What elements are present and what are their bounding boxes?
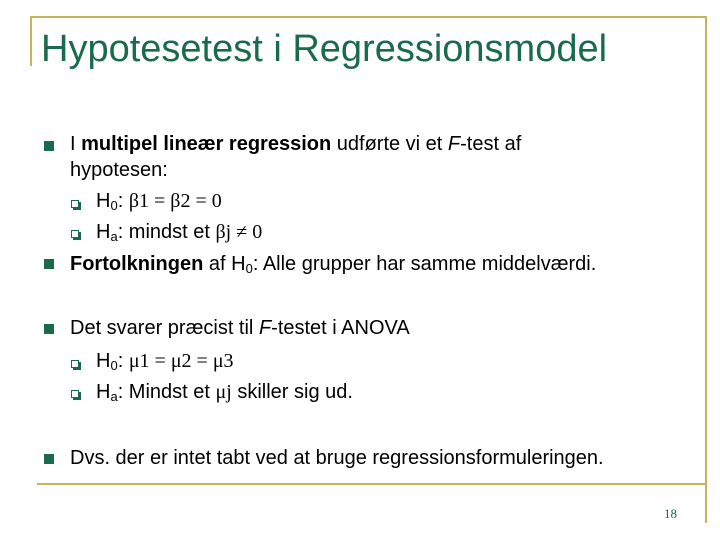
text-span: : Alle grupper har samme middelværdi.: [252, 253, 597, 275]
bullet-1-sub-1: [96, 189, 222, 213]
subscript: 0: [245, 261, 253, 276]
frame-left-rule: [30, 16, 32, 66]
slide-title: Hypotesetest i Regressionsmodel: [41, 28, 608, 70]
bullet-marker: [44, 259, 54, 269]
bullet-4-line: Dvs. der er intet tabt ved at bruge regressionsformuleringen.: [70, 447, 604, 469]
bullet-1-line-1: [70, 132, 521, 156]
text-span: skiller sig ud.: [231, 381, 353, 403]
sub-bullet-marker: [71, 360, 79, 368]
bullet-1-line-2: hypotesen:: [70, 159, 168, 181]
bullet-3-line: [70, 316, 410, 340]
text-span: : mindst et: [117, 221, 216, 243]
text-span: I: [70, 133, 82, 155]
text-span: : Mindst et: [117, 381, 216, 403]
bullet-marker: [44, 324, 54, 334]
frame-right-rule: [705, 16, 707, 523]
text-span: H: [96, 190, 111, 212]
bullet-marker: [44, 141, 54, 151]
text-span: Det svarer præcist til: [70, 317, 259, 339]
frame-bottom-rule: [37, 483, 707, 485]
subscript: 0: [110, 358, 118, 373]
text-span: H: [96, 381, 111, 403]
frame-top-rule: [30, 16, 707, 18]
text-span: :: [117, 350, 129, 372]
text-span: af H: [203, 253, 246, 275]
text-span: :: [117, 190, 129, 212]
text-span: -testet i ANOVA: [271, 317, 410, 339]
text-span: H: [96, 350, 111, 372]
italic-text: F: [447, 133, 461, 155]
bullet-3-sub-1: [96, 349, 234, 373]
math-expression: βj ≠ 0: [215, 221, 263, 243]
math-expression: μj: [215, 381, 232, 403]
page-number: 18: [664, 506, 677, 521]
sub-bullet-marker: [71, 200, 79, 208]
sub-bullet-marker: [71, 230, 79, 238]
bold-text: Fortolkningen: [70, 253, 204, 275]
bullet-marker: [44, 454, 54, 464]
bullet-3-sub-2: [96, 380, 353, 404]
math-expression: μ1 = μ2 = μ3: [128, 350, 234, 372]
subscript: 0: [110, 198, 118, 213]
text-span: udførte vi et: [331, 133, 448, 155]
bullet-1-sub-2: [96, 220, 262, 244]
math-expression: β1 = β2 = 0: [128, 190, 222, 212]
sub-bullet-marker: [71, 390, 79, 398]
bullet-2-line: [70, 252, 596, 276]
subscript: a: [110, 389, 118, 404]
text-span: -test af: [460, 133, 522, 155]
bold-text: multipel lineær regression: [81, 133, 332, 155]
text-span: H: [96, 221, 111, 243]
subscript: a: [110, 229, 118, 244]
italic-text: F: [258, 317, 272, 339]
